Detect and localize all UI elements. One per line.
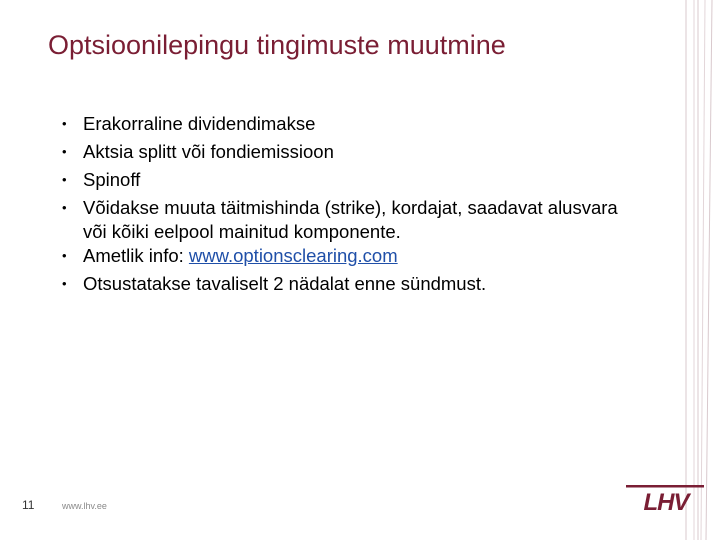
slide-title: Optsioonilepingu tingimuste muutmine [48, 30, 506, 60]
bullet-icon: • [62, 116, 67, 131]
logo-text: LHV [643, 489, 689, 512]
bullet-icon: • [62, 172, 67, 187]
bullet-list [62, 112, 622, 300]
list-item [62, 112, 622, 136]
lhv-logo [626, 484, 706, 512]
footer-url: www.lhv.ee [62, 501, 107, 511]
bullet-text: Erakorraline dividendimakse [83, 113, 316, 134]
bullet-icon: • [62, 248, 67, 263]
bullet-icon: • [62, 144, 67, 159]
list-item [62, 272, 622, 296]
page-number: 11 [22, 498, 35, 512]
info-link[interactable]: www.optionsclearing.com [188, 245, 398, 266]
list-item [62, 196, 622, 244]
bullet-icon: • [62, 276, 67, 291]
list-item [62, 168, 622, 192]
info-prefix: Ametlik info: [83, 245, 189, 266]
bullet-text: Aktsia splitt või fondiemissioon [83, 141, 334, 162]
bullet-text: Võidakse muuta täitmishinda (strike), kordajat, saadavat alusvara või kõiki eelpool mainitud komponente. [83, 197, 618, 242]
bullet-icon: • [62, 200, 67, 215]
bullet-text: Spinoff [83, 169, 141, 190]
bullet-text: Otsustatakse tavaliselt 2 nädalat enne sündmust. [83, 273, 487, 294]
list-item [62, 244, 622, 268]
list-item [62, 140, 622, 164]
